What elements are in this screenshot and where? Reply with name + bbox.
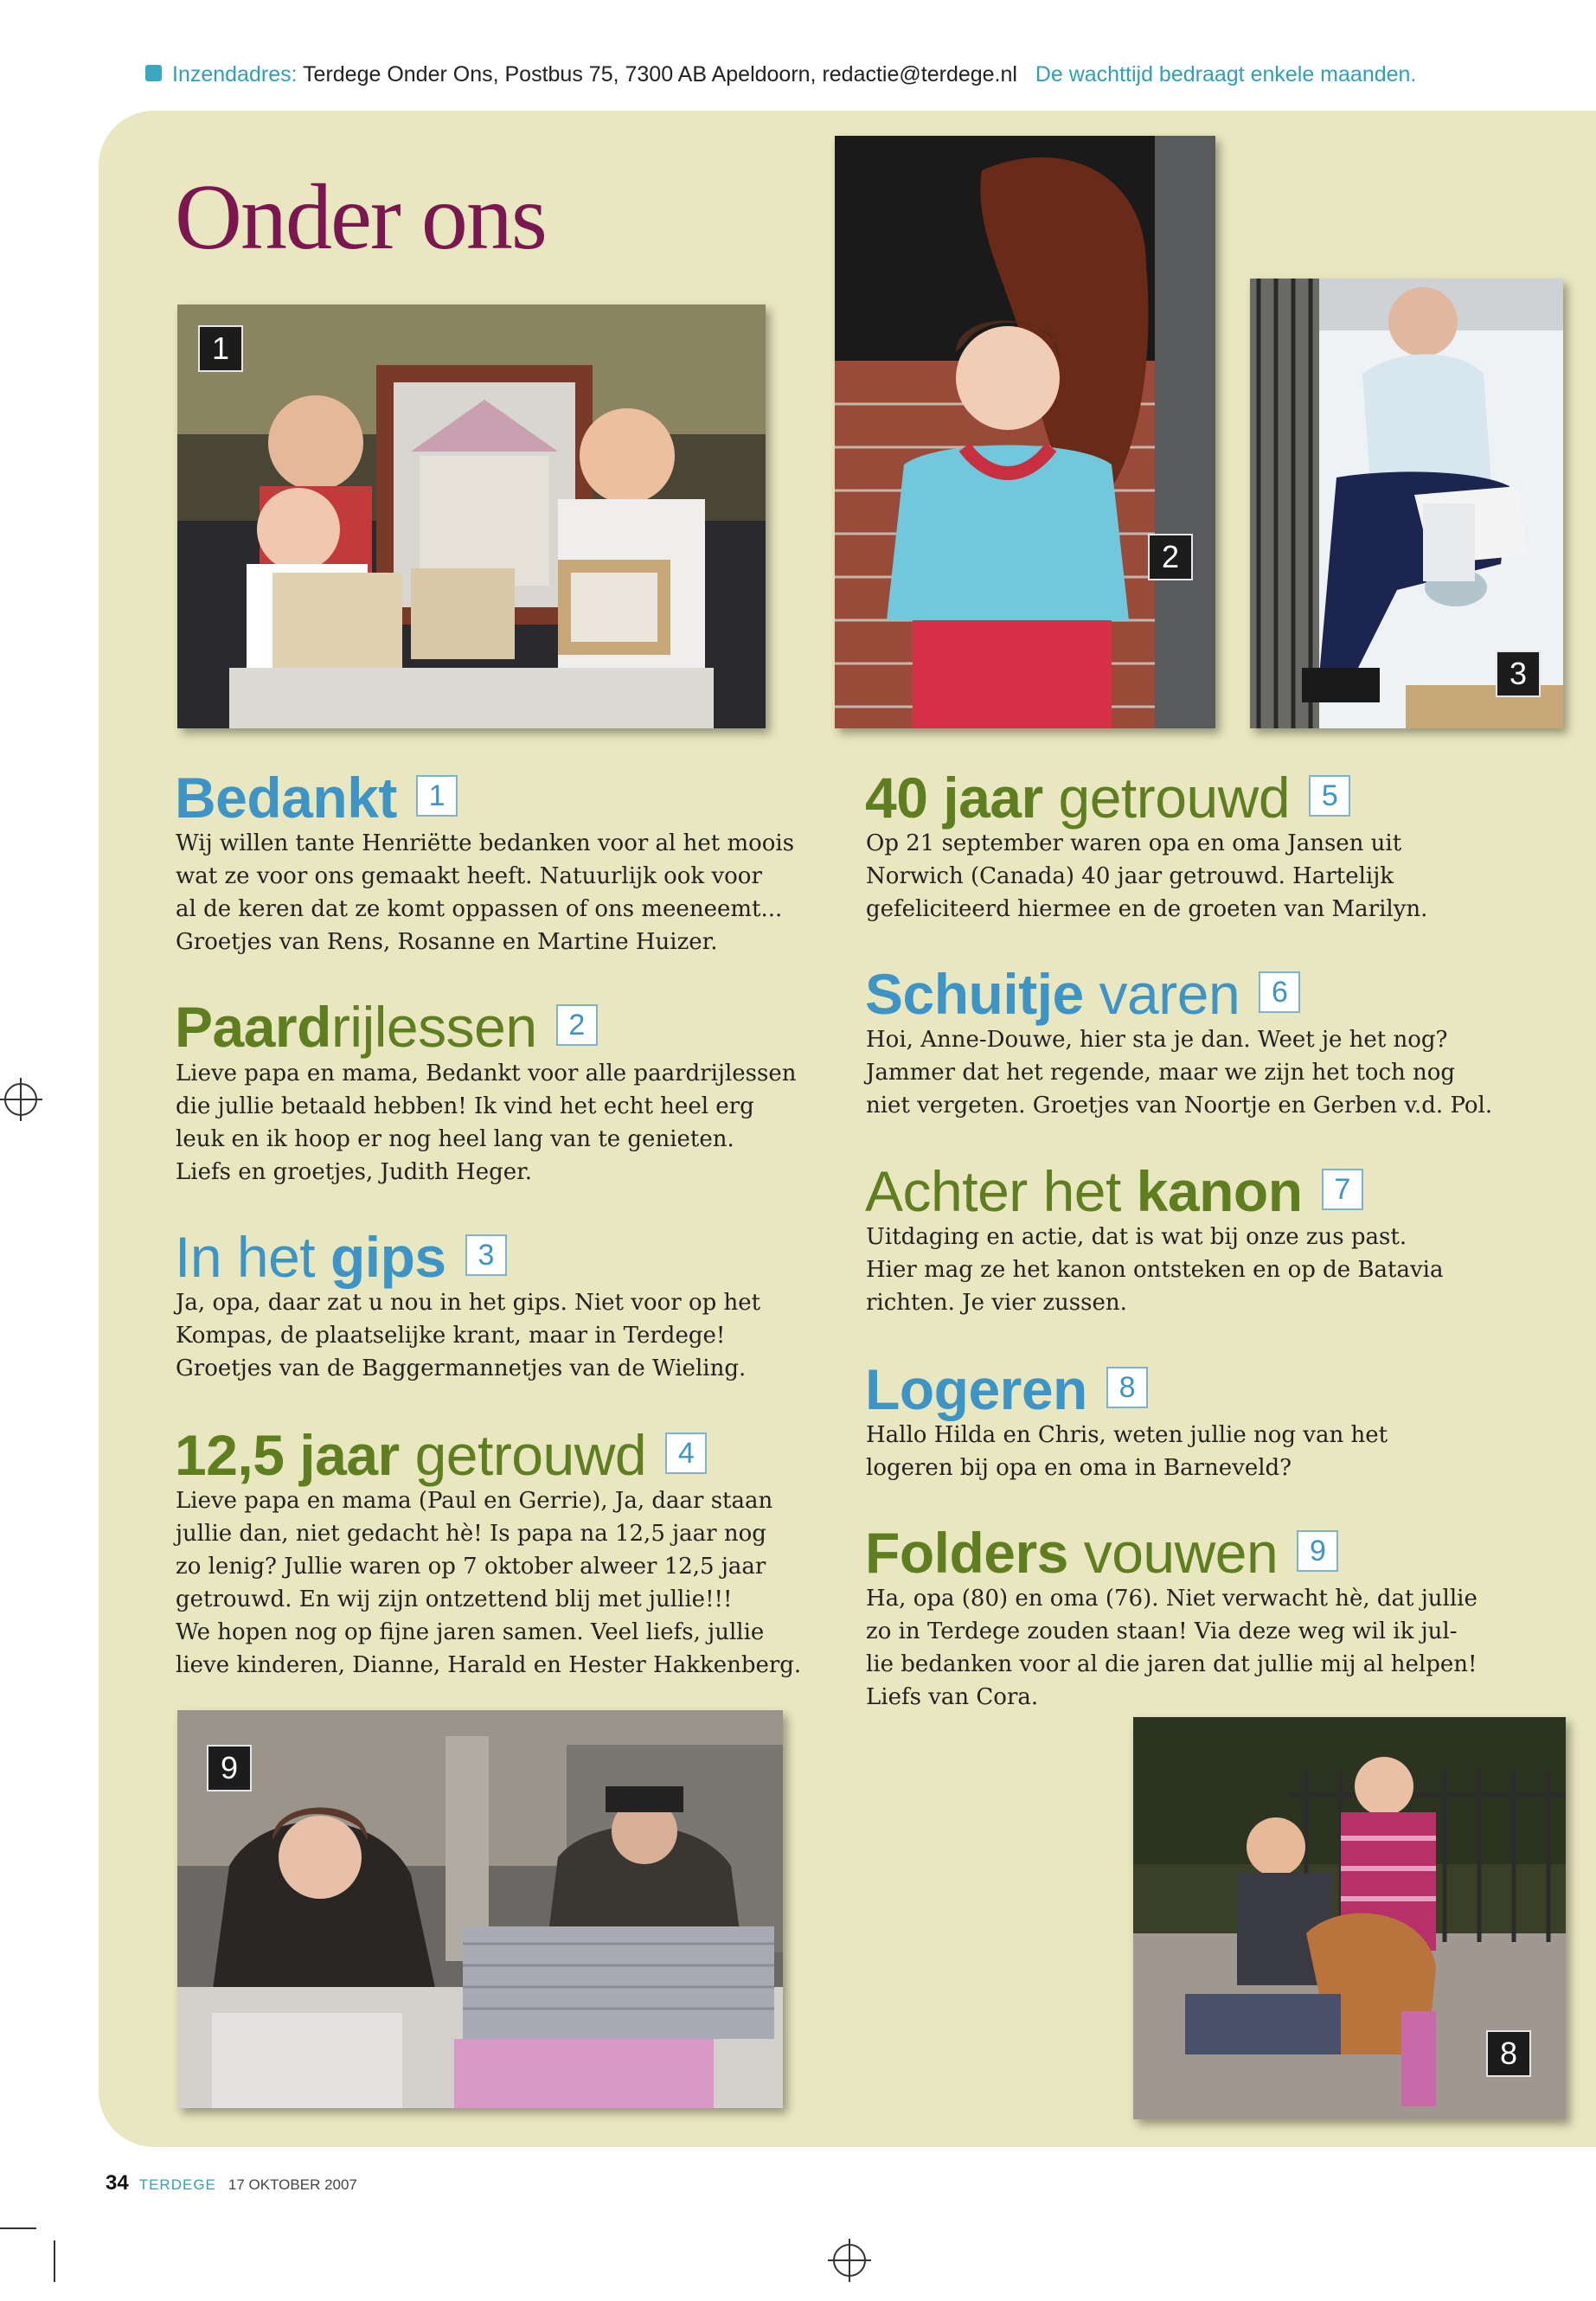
- article-logeren-text: Hallo Hilda en Chris, weten jullie nog van het logeren bij opa en oma in Barneveld?: [866, 1422, 1388, 1481]
- waiting-time-note: De wachttijd bedraagt enkele maanden.: [1035, 62, 1417, 87]
- page-footer: [106, 2171, 357, 2195]
- article-schuitje-varen-text: Hoi, Anne-Douwe, hier sta je dan. Weet je het nog? Jammer dat het regende, maar we zijn het toch nog niet vergeten. Groetjes van Noortje en Gerben v.d. Pol.: [866, 1027, 1493, 1118]
- square-bullet-icon: [145, 65, 162, 81]
- photo-girl-with-horse: [835, 136, 1215, 728]
- submission-address-line: [145, 62, 1416, 87]
- crop-mark: [54, 2240, 55, 2282]
- grandparents-folding-image: [177, 1710, 783, 2108]
- photo-number-badge-8: 8: [1486, 2030, 1531, 2077]
- photo-number-badge-1: 1: [198, 325, 243, 372]
- address-text: Terdege Onder Ons, Postbus 75, 7300 AB Apeldoorn, redactie@terdege.nl: [303, 62, 1017, 87]
- article-12-5-jaar-text: Lieve papa en mama (Paul en Gerrie), Ja, daar staan jullie dan, niet gedacht hè! Is papa na 12,5 jaar nog zo lenig? Jullie waren op 7 oktober alweer 12,5 jaar getrouwd. En wij zijn ontzettend blij met jullie!!! We hopen nog op fijne jaren samen. Veel liefs, jullie lieve kinderen, Dianne, Harald en Hester Hakkenberg.: [176, 1488, 802, 1678]
- article-40-jaar-text: Op 21 september waren opa en oma Jansen uit Norwich (Canada) 40 jaar getrouwd. Hartelijk gefeliciteerd hiermee en de groeten van Marilyn.: [866, 830, 1428, 922]
- heading-schuitje-varen: Schuitje varen 6: [865, 962, 1300, 1026]
- article-number-badge: 2: [556, 1004, 598, 1046]
- article-number-badge: 6: [1259, 971, 1300, 1013]
- article-achter-het-kanon-text: Uitdaging en actie, dat is wat bij onze zus past. Hier mag ze het kanon ontsteken en op de Batavia richten. Je vier zussen.: [866, 1224, 1444, 1316]
- article-paardrijlessen-text: Lieve papa en mama, Bedankt voor alle paardrijlessen die jullie betaald hebben! Ik vind het echt heel erg leuk en ik hoop er nog heel lang van te genieten. Liefs en groetjes, Judith Heger.: [176, 1061, 797, 1185]
- article-number-badge: 7: [1322, 1169, 1363, 1210]
- photo-number-badge-3: 3: [1496, 651, 1541, 697]
- page-number: 34: [106, 2171, 129, 2195]
- photo-number-badge-9: 9: [207, 1745, 252, 1791]
- heading-paardrijlessen: Paardrijlessen 2: [175, 995, 598, 1059]
- article-folders-vouwen-text: Ha, opa (80) en oma (76). Niet verwacht hè, dat jullie zo in Terdege zouden staan! Via deze weg wil ik jul- lie bedanken voor al die jaren dat jullie mij al helpen! Liefs van Cora.: [866, 1586, 1477, 1710]
- registration-mark-icon: [833, 2244, 866, 2277]
- article-number-badge: 4: [665, 1433, 707, 1474]
- issue-date: 17 OKTOBER 2007: [228, 2176, 357, 2193]
- heading-folders-vouwen: Folders vouwen 9: [865, 1521, 1338, 1585]
- children-cross-stitch-image: [177, 304, 766, 728]
- address-label: Inzendadres:: [172, 62, 298, 87]
- photo-number-badge-2: 2: [1148, 534, 1193, 580]
- page-title: Onder ons: [175, 166, 546, 269]
- heading-logeren: Logeren 8: [865, 1357, 1148, 1421]
- article-number-badge: 1: [416, 775, 458, 817]
- heading-12-5-jaar-getrouwd: 12,5 jaar getrouwd 4: [175, 1423, 707, 1487]
- crop-mark: [0, 2227, 36, 2229]
- photo-children-cross-stitch: [177, 304, 766, 728]
- article-bedankt-text: Wij willen tante Henriëtte bedanken voor al het moois wat ze voor ons gemaakt heeft. Natuurlijk ook voor al de keren dat ze komt oppassen of ons meeneemt... Groetjes van Rens, Rosanne en Martine Huizer.: [176, 830, 795, 955]
- article-number-badge: 8: [1106, 1367, 1148, 1408]
- article-number-badge: 3: [465, 1234, 507, 1276]
- photo-grandpa-in-cast: [1250, 279, 1563, 728]
- article-in-het-gips-text: Ja, opa, daar zat u nou in het gips. Niet voor op het Kompas, de plaatselijke krant, maar in Terdege! Groetjes van de Baggermannetjes van de Wieling.: [176, 1290, 761, 1381]
- girl-horse-image: [835, 136, 1215, 728]
- heading-40-jaar-getrouwd: 40 jaar getrouwd 5: [865, 766, 1350, 830]
- heading-bedankt: Bedankt 1: [175, 766, 458, 830]
- article-number-badge: 5: [1309, 775, 1350, 817]
- article-number-badge: 9: [1297, 1530, 1338, 1572]
- photo-grandparents-folding: [177, 1710, 783, 2108]
- registration-mark-icon: [4, 1083, 37, 1116]
- heading-in-het-gips: In het gips 3: [175, 1225, 507, 1289]
- heading-achter-het-kanon: Achter het kanon 7: [865, 1159, 1363, 1223]
- photo-children-with-dog: [1133, 1717, 1566, 2119]
- magazine-name: TERDEGE: [138, 2176, 216, 2193]
